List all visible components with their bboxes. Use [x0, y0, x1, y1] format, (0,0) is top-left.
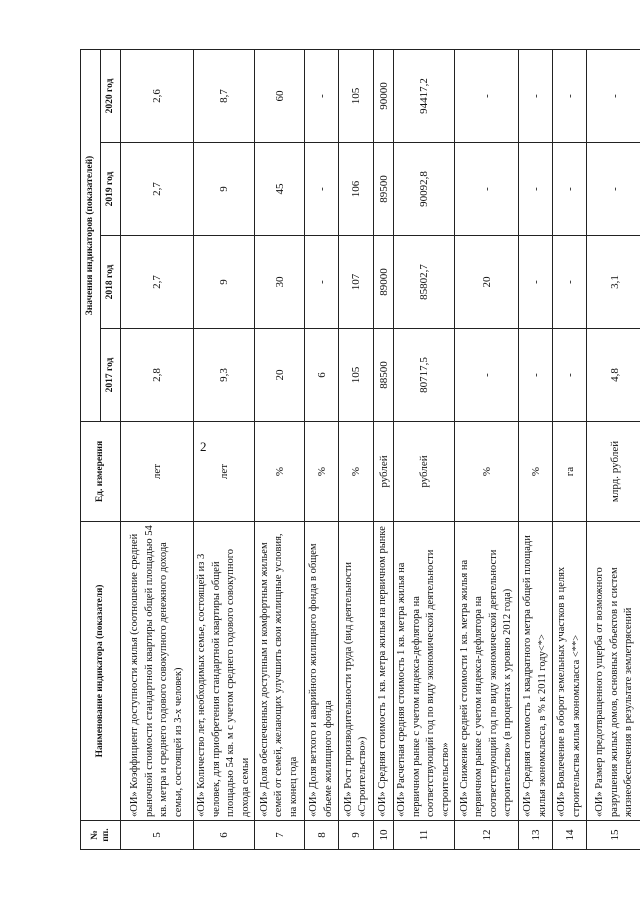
indicator-name: «ОИ» Доля ветхого и аварийного жилищного фонда в общем объеме жилищного фонда — [305, 522, 339, 821]
value-cell: 80717,5 — [394, 329, 455, 422]
header-unit: Ед. измерения — [81, 422, 121, 522]
indicator-name: «ОИ» Средняя стоимость 1 квадратного метра общей площади жилья экономкласса, в % к 2011 году<*> — [519, 522, 553, 821]
header-name: Наименование индикатора (показателя) — [81, 522, 121, 821]
unit-cell: % — [305, 422, 339, 522]
unit-cell: лет — [121, 422, 194, 522]
value-cell: - — [519, 236, 553, 329]
header-year: 2018 год — [101, 236, 121, 329]
unit-cell: лет — [194, 422, 255, 522]
value-cell: 90000 — [374, 49, 394, 142]
table-row — [455, 49, 519, 849]
value-cell: 106 — [339, 143, 374, 236]
indicator-name: «ОИ» Снижение средней стоимости 1 кв. метра жилья на первичном рынке с учетом индекса-дефлятора на соответствующий год по виду экономической деятельности «строительство» (в процентах к уровню 2012 года) — [455, 522, 519, 821]
unit-cell: рублей — [374, 422, 394, 522]
indicator-name: «ОИ» Количество лет, необходимых семье, состоящей из 3 человек, для приобретения стандартной квартиры общей площадью 54 кв. м с учетом среднего годового совокупного дохода семьи — [194, 522, 255, 821]
value-cell: - — [305, 236, 339, 329]
value-cell: - — [553, 329, 587, 422]
indicator-name: «ОИ» Расчетная средняя стоимость 1 кв. метра жилья на первичном рынке с учетом индекса-дефлятора на соответствующий год по виду экономической деятельности «строительство» — [394, 522, 455, 821]
indicator-name: «ОИ» Рост производительности труда (вид деятельности «Строительство») — [339, 522, 374, 821]
page-number: 2 — [200, 439, 207, 454]
value-cell: 6 — [305, 329, 339, 422]
table-row — [339, 49, 374, 849]
table-row — [194, 49, 255, 849]
unit-cell: млрд. рублей — [587, 422, 640, 522]
value-cell: 9 — [194, 236, 255, 329]
row-number: 7 — [255, 821, 305, 850]
row-number: 9 — [339, 821, 374, 850]
table-row — [394, 49, 455, 849]
value-cell: 2,7 — [121, 236, 194, 329]
indicator-name: «ОИ» Вовлечение в оборот земельных участков в целях строительства жилья экономкласса <**> — [553, 522, 587, 821]
unit-cell: % — [255, 422, 305, 522]
row-number: 14 — [553, 821, 587, 850]
value-cell: 45 — [255, 143, 305, 236]
row-number: 13 — [519, 821, 553, 850]
value-cell: 89500 — [374, 143, 394, 236]
value-cell: 2,7 — [121, 143, 194, 236]
header-year: 2017 год — [101, 329, 121, 422]
row-number: 8 — [305, 821, 339, 850]
table-row — [553, 49, 587, 849]
value-cell: 2,6 — [121, 49, 194, 142]
value-cell: - — [455, 49, 519, 142]
value-cell: - — [553, 143, 587, 236]
header-year: 2019 год — [101, 143, 121, 236]
value-cell: 88500 — [374, 329, 394, 422]
value-cell: 85802,7 — [394, 236, 455, 329]
row-number: 5 — [121, 821, 194, 850]
row-number: 11 — [394, 821, 455, 850]
value-cell: 20 — [255, 329, 305, 422]
value-cell: - — [305, 143, 339, 236]
value-cell: 2,8 — [121, 329, 194, 422]
value-cell: 107 — [339, 236, 374, 329]
row-number: 15 — [587, 821, 640, 850]
indicator-name: «ОИ» Коэффициент доступности жилья (соотношение средней рыночной стоимости стандартной квартиры общей площадью 54 кв. метра и среднего годового совокупного денежного дохода семьи, состоящей из 3-х человек) — [121, 522, 194, 821]
indicator-name: «ОИ» Размер предотвращенного ущерба от возможного разрушения жилых домов, основных объектов и систем жизнеобеспечения в результате землетрясений — [587, 522, 640, 821]
table-row — [305, 49, 339, 849]
row-number: 10 — [374, 821, 394, 850]
value-cell: - — [519, 49, 553, 142]
row-number: 6 — [194, 821, 255, 850]
value-cell: - — [553, 236, 587, 329]
value-cell: 94417,2 — [394, 49, 455, 142]
value-cell: 105 — [339, 329, 374, 422]
header-year: 2020 год — [101, 49, 121, 142]
table-row — [121, 49, 194, 849]
value-cell: 9,3 — [194, 329, 255, 422]
indicators-table — [80, 49, 640, 850]
table-row — [587, 49, 640, 849]
header-row-1 — [81, 49, 101, 849]
value-cell: 4,8 — [587, 329, 640, 422]
unit-cell: рублей — [394, 422, 455, 522]
value-cell: 30 — [255, 236, 305, 329]
value-cell: - — [455, 329, 519, 422]
value-cell: 105 — [339, 49, 374, 142]
value-cell: - — [587, 143, 640, 236]
unit-cell: % — [339, 422, 374, 522]
indicator-name: «ОИ» Доля обеспеченных доступным и комфортным жильем семей от семей, желающих улучшить свои жилищные условия, на конец года — [255, 522, 305, 821]
value-cell: 9 — [194, 143, 255, 236]
value-cell: - — [519, 329, 553, 422]
value-cell: - — [519, 143, 553, 236]
value-cell: 89000 — [374, 236, 394, 329]
value-cell: - — [553, 49, 587, 142]
header-num: № пп. — [81, 821, 121, 850]
value-cell: - — [455, 143, 519, 236]
value-cell: - — [305, 49, 339, 142]
value-cell: 20 — [455, 236, 519, 329]
table-row — [519, 49, 553, 849]
table-row — [255, 49, 305, 849]
row-number: 12 — [455, 821, 519, 850]
value-cell: - — [587, 49, 640, 142]
value-cell: 60 — [255, 49, 305, 142]
unit-cell: % — [455, 422, 519, 522]
rotated-table-container — [80, 50, 635, 850]
value-cell: 3,1 — [587, 236, 640, 329]
value-cell: 8,7 — [194, 49, 255, 142]
value-cell: 90092,8 — [394, 143, 455, 236]
indicator-name: «ОИ» Средняя стоимость 1 кв. метра жилья на первичном рынке — [374, 522, 394, 821]
unit-cell: % — [519, 422, 553, 522]
header-values-group: Значения индикаторов (показателей) — [81, 49, 101, 421]
table-row — [374, 49, 394, 849]
unit-cell: га — [553, 422, 587, 522]
